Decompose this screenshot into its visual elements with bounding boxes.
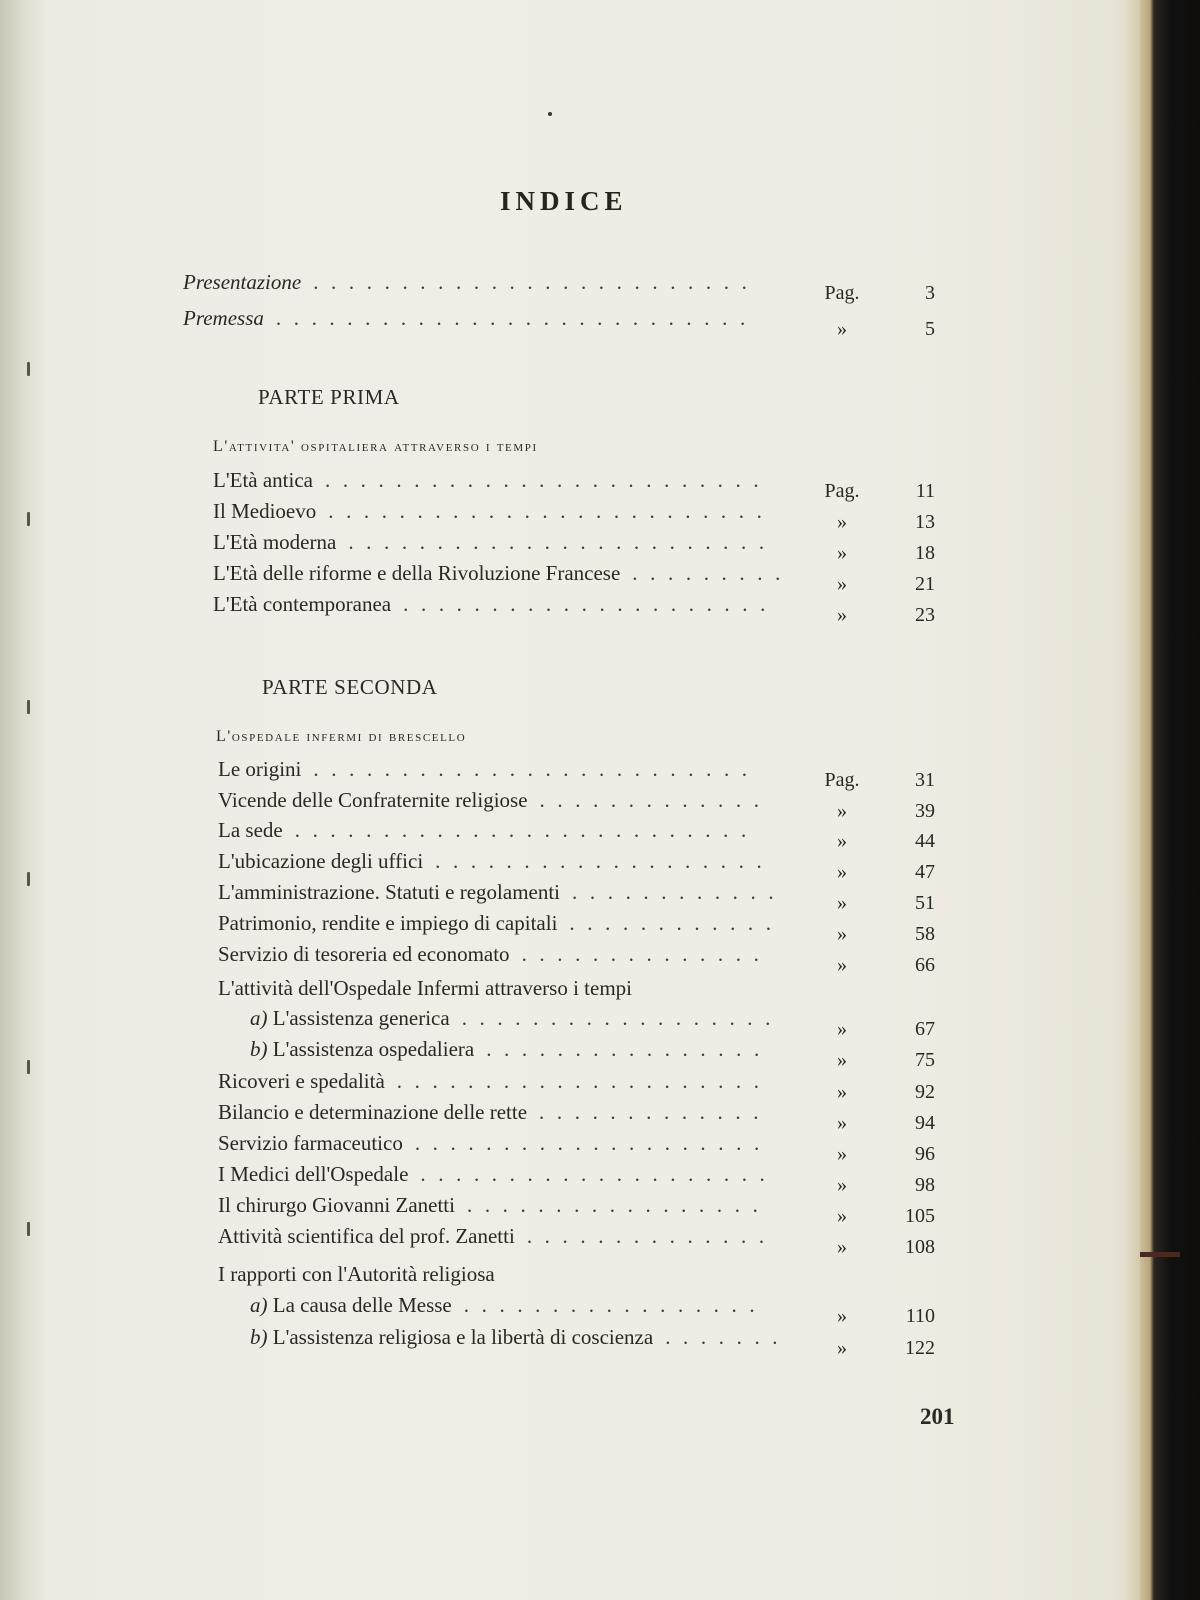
- toc-page-number: 58: [915, 923, 935, 945]
- toc-entry: [213, 530, 805, 560]
- toc-entry-label: [218, 849, 423, 874]
- toc-entry-label: [250, 1293, 452, 1318]
- toc-entry: [218, 1224, 805, 1254]
- toc-entry-label: [183, 270, 301, 295]
- toc-entry-text: L'assistenza ospedaliera: [272, 1037, 475, 1061]
- binding-stitch: [27, 512, 30, 526]
- toc-page-prefix: »: [837, 1205, 847, 1227]
- toc-page-number: 31: [915, 769, 935, 791]
- toc-entry-label: [250, 1325, 653, 1350]
- bookmark-ribbon: [1140, 1252, 1180, 1257]
- page-number: 201: [920, 1404, 955, 1429]
- toc-entry-label: [218, 976, 632, 1001]
- toc-page-number: 18: [915, 542, 935, 564]
- dot-leader: .................: [463, 1293, 768, 1317]
- toc-entry: [218, 942, 805, 972]
- toc-entry-text: L'Età delle riforme e della Rivoluzione Francese: [213, 561, 621, 585]
- toc-page-prefix: »: [837, 573, 847, 595]
- toc-entry-text: Ricoveri e spedalità: [218, 1069, 385, 1093]
- toc-page-prefix: »: [837, 1305, 847, 1327]
- dot-leader: ..............: [526, 1224, 777, 1248]
- toc-entry-label: [218, 1193, 455, 1218]
- toc-entry-label: [218, 1100, 527, 1125]
- toc-entry-text: L'Età contemporanea: [213, 592, 392, 616]
- toc-entry-label: [213, 592, 391, 617]
- toc-page-prefix: »: [837, 542, 847, 564]
- toc-entry: [250, 1037, 805, 1067]
- toc-page-prefix: »: [837, 1049, 847, 1071]
- toc-entry-text: Bilancio e determinazione delle rette: [218, 1100, 528, 1124]
- toc-page-number: 96: [915, 1143, 935, 1165]
- toc-page-prefix: »: [837, 923, 847, 945]
- toc-entry-text: L'amministrazione. Statuti e regolamenti: [218, 880, 561, 904]
- toc-entry-text: La causa delle Messe: [272, 1293, 452, 1317]
- dot-leader: ....................: [420, 1162, 778, 1186]
- toc-entry: [218, 1193, 805, 1223]
- toc-page-prefix: »: [837, 1337, 847, 1359]
- toc-entry-marker: b): [250, 1037, 268, 1061]
- dot-leader: ..........................: [294, 818, 759, 842]
- toc-entry-label: [183, 306, 264, 331]
- dot-leader: ........................: [348, 530, 777, 554]
- toc-page-prefix: »: [837, 511, 847, 533]
- dot-leader: ............: [572, 880, 787, 904]
- toc-page-number: 47: [915, 861, 935, 883]
- toc-page-prefix: »: [837, 318, 847, 340]
- dot-leader: .........................: [313, 757, 760, 781]
- toc-page-prefix: »: [837, 1236, 847, 1258]
- dot-leader: .........................: [328, 499, 775, 523]
- toc-page-prefix: »: [837, 800, 847, 822]
- toc-entry-marker: a): [250, 1006, 268, 1030]
- toc-entry: [218, 976, 805, 1006]
- toc-entry: [213, 468, 805, 498]
- toc-page-number: 66: [915, 954, 935, 976]
- part-heading: PARTE SECONDA: [262, 675, 438, 699]
- toc-page-prefix: Pag.: [824, 769, 860, 791]
- dot-leader: ..................: [461, 1006, 784, 1030]
- binding-stitch: [27, 872, 30, 886]
- toc-entry-text: L'assistenza generica: [272, 1006, 450, 1030]
- binding-stitch: [27, 1222, 30, 1236]
- page-title: INDICE: [500, 186, 628, 216]
- part-subtitle: L'ospedale infermi di brescello: [216, 728, 467, 745]
- toc-page-number: 21: [915, 573, 935, 595]
- toc-page-prefix: Pag.: [824, 480, 860, 502]
- toc-entry-marker: a): [250, 1293, 268, 1317]
- toc-entry-label: [250, 1037, 474, 1062]
- toc-entry-marker: b): [250, 1325, 268, 1349]
- toc-entry: [218, 818, 805, 848]
- toc-page-number: 92: [915, 1081, 935, 1103]
- dot-leader: ............: [569, 911, 784, 935]
- toc-entry-text: La sede: [218, 818, 283, 842]
- toc-entry-label: [218, 1224, 515, 1249]
- toc-page-prefix: »: [837, 830, 847, 852]
- toc-page-number: 51: [915, 892, 935, 914]
- toc-entry-text: Il Medioevo: [213, 499, 317, 523]
- toc-page-number: 3: [925, 282, 935, 304]
- toc-entry: [218, 911, 805, 941]
- toc-page-prefix: »: [837, 1112, 847, 1134]
- toc-page-number: 67: [915, 1018, 935, 1040]
- toc-entry: [218, 880, 805, 910]
- toc-page-number: 98: [915, 1174, 935, 1196]
- toc-entry-text: Le origini: [218, 757, 302, 781]
- toc-page-prefix: »: [837, 1174, 847, 1196]
- binding-stitch: [27, 1060, 30, 1074]
- toc-entry-label: [213, 561, 620, 586]
- toc-page-number: 39: [915, 800, 935, 822]
- toc-entry: [218, 849, 805, 879]
- toc-entry-text: Presentazione: [183, 270, 302, 294]
- dot-leader: ....................: [414, 1131, 772, 1155]
- toc-entry: [250, 1293, 805, 1323]
- toc-entry: [250, 1325, 805, 1355]
- toc-entry-label: [213, 530, 336, 555]
- toc-page-prefix: »: [837, 1143, 847, 1165]
- toc-entry-label: [218, 942, 510, 967]
- toc-entry-label: [218, 818, 283, 843]
- toc-entry-label: [218, 1131, 403, 1156]
- binding-stitch: [27, 700, 30, 714]
- dot-leader: ..............: [521, 942, 772, 966]
- toc-entry-label: [218, 788, 528, 813]
- toc-entry: [218, 788, 805, 818]
- part-subtitle: L'attivita' ospitaliera attraverso i tempi: [213, 438, 538, 455]
- toc-entry-text: Vicende delle Confraternite religiose: [218, 788, 528, 812]
- dot-leader: .........................: [324, 468, 772, 492]
- toc-entry: [218, 1162, 805, 1192]
- toc-entry-text: Il chirurgo Giovanni Zanetti: [218, 1193, 455, 1217]
- toc-page-number: 110: [905, 1305, 935, 1327]
- toc-entry: [218, 1131, 805, 1161]
- toc-page-number: 44: [915, 830, 935, 852]
- toc-page-number: 94: [915, 1112, 935, 1134]
- binding-stitch: [27, 362, 30, 376]
- dot-leader: ................: [486, 1037, 772, 1061]
- dot-leader: .....................: [396, 1069, 772, 1093]
- toc-entry-text: Servizio farmaceutico: [218, 1131, 403, 1155]
- toc-entry-text: I rapporti con l'Autorità religiosa: [218, 1262, 495, 1286]
- toc-page-prefix: »: [837, 954, 847, 976]
- toc-entry-label: [218, 757, 301, 782]
- toc-entry-label: [218, 1262, 495, 1287]
- toc-page-number: 23: [915, 604, 935, 626]
- toc-page-number: 13: [915, 511, 935, 533]
- toc-entry-text: Premessa: [183, 306, 264, 330]
- toc-page-prefix: »: [837, 1081, 847, 1103]
- dot-leader: ...................: [435, 849, 775, 873]
- toc-page-number: 105: [905, 1205, 935, 1227]
- dot-leader: .............: [539, 788, 772, 812]
- dot-leader: ...........................: [275, 306, 758, 330]
- toc-entry-label: [218, 1069, 385, 1094]
- toc-entry-label: [250, 1006, 450, 1031]
- toc-entry-label: [218, 880, 560, 905]
- ink-speck: [548, 112, 552, 116]
- dot-leader: .....................: [403, 592, 778, 616]
- toc-page-prefix: Pag.: [824, 282, 860, 304]
- toc-entry-text: Attività scientifica del prof. Zanetti: [218, 1224, 515, 1248]
- toc-entry: [218, 1262, 805, 1292]
- toc-page-number: 108: [905, 1236, 935, 1258]
- dot-leader: .................: [466, 1193, 771, 1217]
- toc-entry: [218, 1100, 805, 1130]
- toc-entry-text: Servizio di tesoreria ed economato: [218, 942, 510, 966]
- toc-entry-text: L'attività dell'Ospedale Infermi attraverso i tempi: [218, 976, 633, 1000]
- toc-entry: [218, 1069, 805, 1099]
- toc-page-prefix: »: [837, 892, 847, 914]
- toc-entry-text: Patrimonio, rendite e impiego di capitali: [218, 911, 558, 935]
- toc-entry: [218, 757, 805, 787]
- toc-entry-label: [213, 499, 316, 524]
- toc-entry-label: [218, 911, 557, 936]
- toc-entry-text: L'ubicazione degli uffici: [218, 849, 424, 873]
- toc-entry: [250, 1006, 805, 1036]
- toc-page-prefix: »: [837, 604, 847, 626]
- dot-leader: .......: [665, 1325, 791, 1349]
- dot-leader: .........: [632, 561, 793, 585]
- toc-entry: [213, 592, 805, 622]
- dot-leader: .............: [539, 1100, 772, 1124]
- toc-page-prefix: »: [837, 861, 847, 883]
- book-cover-edge: [1140, 0, 1200, 1600]
- toc-page-number: 5: [925, 318, 935, 340]
- toc-entry-text: L'Età antica: [213, 468, 313, 492]
- toc-entry: [213, 499, 805, 529]
- toc-entry: [183, 270, 805, 300]
- dot-leader: .........................: [313, 270, 760, 294]
- toc-entry-text: L'assistenza religiosa e la libertà di coscienza: [272, 1325, 654, 1349]
- page-gutter: [0, 0, 46, 1600]
- toc-entry-text: L'Età moderna: [213, 530, 337, 554]
- part-heading: PARTE PRIMA: [258, 385, 400, 409]
- toc-entry: [183, 306, 805, 336]
- toc-entry-label: [218, 1162, 408, 1187]
- toc-page-number: 122: [905, 1337, 935, 1359]
- toc-page-number: 75: [915, 1049, 935, 1071]
- toc-entry: [213, 561, 805, 591]
- toc-page-number: 11: [915, 480, 935, 502]
- toc-page-prefix: »: [837, 1018, 847, 1040]
- toc-entry-label: [213, 468, 313, 493]
- toc-entry-text: I Medici dell'Ospedale: [218, 1162, 409, 1186]
